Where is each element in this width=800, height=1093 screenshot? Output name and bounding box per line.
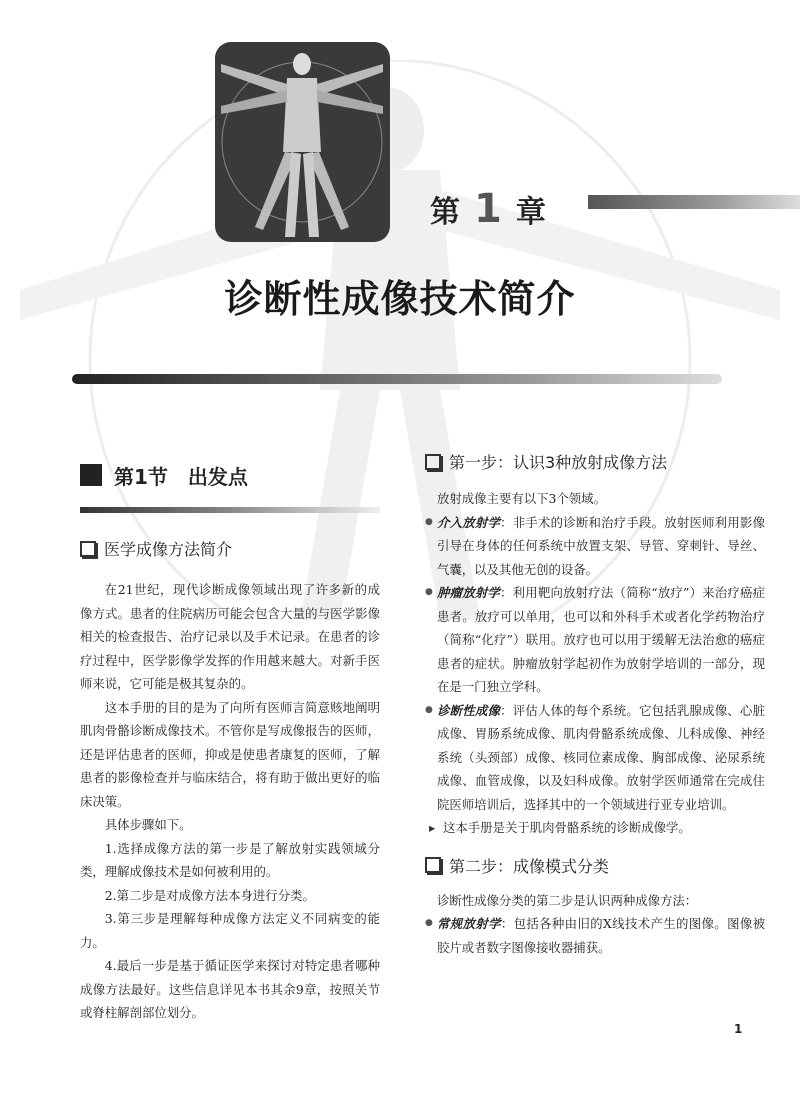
paragraph-3: 具体步骤如下。 [104,817,192,832]
chapter-prefix: 第 [430,195,460,230]
term-diagnostic: 诊断性成像 [437,702,501,718]
checkbox-icon [80,541,96,557]
text-conventional: ：包括各种由旧的X线技术产生的图像。图像被胶片或者数字图像接收器捕获。 [437,916,766,955]
step-one-heading-text: 第一步：认识3种放射成像方法 [449,453,668,472]
section-heading [80,455,380,495]
section-square-icon [80,464,102,486]
term-conventional: 常规放射学 [437,916,501,931]
chapter-number: 1 [474,186,502,232]
checkbox-icon [425,454,441,470]
text-diagnostic: ：评估人体的每个系统。它包括乳腺成像、心脏成像、胃肠系统成像、肌肉骨骼系统成像、儿科成像、神经系统（头颈部）成像、核同位素成像、胸部成像、泌尿系统成像、血管成像，以及妇科成像。放射学医师通常在完成住院医师培训后，选择其中的一个领域进行亚专业培训。 [437,702,766,812]
term-interventional: 介入放射学 [437,514,501,530]
chapter-bar-decoration [588,195,800,209]
paragraph-2: 这本手册的目的是为了向所有医师言简意赅地阐明肌肉骨骼诊断成像技术。不管你是写成像报告的医师，还是评估患者的医师，抑或是使患者康复的医师，了解患者的影像检查并与临床结合，将有助于做出更好的临床决策。 [80,699,380,809]
page-number: 1 [734,1022,743,1036]
chapter-label [430,186,546,232]
right-column [425,450,765,959]
chapter-suffix: 章 [515,195,546,230]
step-two-heading [425,854,765,877]
bullet-interventional [425,511,765,582]
bullet-oncology [425,581,765,699]
text-oncology: ：利用靶向放射疗法（简称“放疗”）来治疗癌症患者。放疗可以单用，也可以和外科手术或者化学药物治疗（简称“化疗”）联用。放疗也可以用于缓解无法治愈的癌症患者的症状。肿瘤放射学起初作为放射学培训的一部分，现在是一门独立学科。 [437,585,766,694]
bullet-conventional [425,912,765,959]
note-line: ▸ 这本手册是关于肌肉骨骼系统的诊断成像学。 [429,816,765,840]
section-title: 第1节 出发点 [114,464,248,489]
paragraph-1: 在21世纪，现代诊断成像领域出现了许多新的成像方式。患者的住院病历可能会包含大量的与医学影像相关的检查报告、治疗记录以及手术记录。在患者的诊疗过程中，医学影像学发挥的作用越来越大。对新手医师来说，它可能是极其复杂的。 [80,582,380,691]
intro-paragraph: 放射成像主要有以下3个领域。 [437,491,606,506]
subheading-text: 医学成像方法简介 [104,540,233,559]
left-column [80,455,380,1025]
term-oncology: 肿瘤放射学 [437,585,501,600]
anatomy-hero-image [215,42,390,242]
intro-paragraph-2: 诊断性成像分类的第二步是认识两种成像方法： [437,892,698,908]
bullet-diagnostic [425,699,765,817]
step-1: 1.选择成像方法的第一步是了解放射实践领域分类，理解成像技术是如何被利用的。 [80,840,380,879]
step-2: 2.第二步是对成像方法本身进行分类。 [104,887,315,903]
step-4: 4.最后一步是基于循证医学来探讨对特定患者哪种成像方法最好。这些信息详见本书其余9章，按照关节或脊柱解剖部位划分。 [80,958,380,1020]
checkbox-icon [425,857,441,873]
section-divider [80,507,380,513]
title-divider [72,374,722,384]
step-3: 3.第三步是理解每种成像方法定义不同病变的能力。 [80,911,380,950]
step-one-heading [425,450,765,473]
text-interventional: ：非手术的诊断和治疗手段。放射医师利用影像引导在身体的任何系统中放置支架、导管、穿刺针、导丝、气囊，以及其他无创的设备。 [437,514,766,577]
subheading-intro [80,537,380,560]
step-two-heading-text: 第二步：成像模式分类 [449,856,610,876]
chapter-title: 诊断性成像技术简介 [224,277,576,321]
